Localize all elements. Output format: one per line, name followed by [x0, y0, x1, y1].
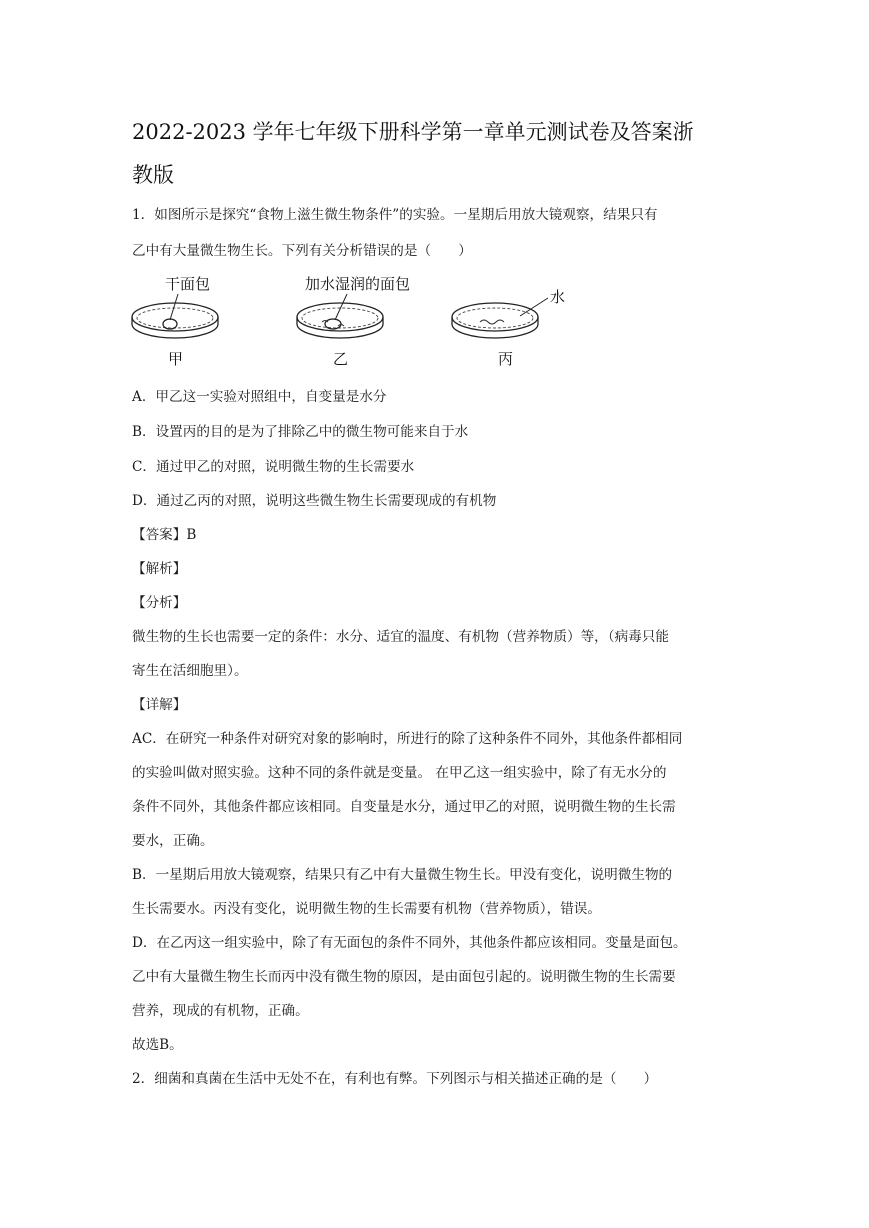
q1-fenxi-line-2: 寄生在活细胞里）。	[132, 663, 248, 679]
q1-conclusion: 故选B。	[132, 1037, 183, 1053]
dish-jia	[132, 275, 218, 368]
dish-yi-label: 加水湿润的面包	[305, 275, 411, 293]
q1-ac-line-3: 条件不同外，其他条件都应该相同。自变量是水分，通过甲乙的对照，说明微生物的生长需	[132, 799, 676, 815]
dish-bing-caption: 丙	[498, 350, 514, 368]
dish-jia-label: 干面包	[165, 275, 211, 293]
q1-fenxi-heading: 【分析】	[132, 595, 187, 611]
q2-stem: 2．细菌和真菌在生活中无处不在，有利也有弊。下列图示与相关描述正确的是（ ）	[132, 1071, 658, 1087]
dish-bing-label: 水	[550, 288, 566, 306]
title-line-2: 教版	[132, 163, 174, 187]
q1-fenxi-line-1: 微生物的生长也需要一定的条件：水分、适宜的温度、有机物（营养物质）等，（病毒只能	[132, 629, 669, 645]
q1-option-c: C．通过甲乙的对照，说明微生物的生长需要水	[132, 459, 415, 475]
q1-d-line-2: 乙中有大量微生物生长而丙中没有微生物的原因，是由面包引起的。说明微生物的生长需要	[132, 969, 676, 985]
q1-b-line-1: B．一星期后用放大镜观察，结果只有乙中有大量微生物生长。甲没有变化，说明微生物的	[132, 867, 673, 883]
dish-jia-caption: 甲	[168, 350, 184, 368]
q1-option-b: B．设置丙的目的是为了排除乙中的微生物可能来自于水	[132, 424, 469, 440]
q1-option-d: D．通过乙丙的对照，说明这些微生物生长需要现成的有机物	[132, 493, 497, 509]
q1-d-line-3: 营养，现成的有机物，正确。	[132, 1003, 309, 1019]
document-title	[132, 111, 762, 197]
q1-analysis-heading: 【解析】	[132, 561, 187, 577]
q1-stem-line-2: 乙中有大量微生物生长。下列有关分析错误的是（ ）	[132, 243, 472, 259]
q1-b-line-2: 生长需要水。丙没有变化，说明微生物的生长需要有机物（营养物质），错误。	[132, 901, 601, 917]
dish-yi	[297, 275, 410, 368]
q1-ac-line-2: 的实验叫做对照实验。这种不同的条件就是变量。 在甲乙这一组实验中，除了有无水分的	[132, 765, 667, 781]
q1-stem-line-1: 1．如图所示是探究“食物上滋生微生物条件”的实验。一星期后用放大镜观察，结果只有	[132, 207, 658, 223]
q1-detail-heading: 【详解】	[132, 697, 187, 713]
q1-ac-line-4: 要水，正确。	[132, 833, 214, 849]
dish-yi-caption: 乙	[333, 350, 349, 368]
q1-ac-line-1: AC．在研究一种条件对研究对象的影响时，所进行的除了这种条件不同外，其他条件都相同	[132, 731, 683, 747]
q1-d-line-1: D．在乙丙这一组实验中，除了有无面包的条件不同外，其他条件都应该相同。变量是面包。	[132, 935, 687, 951]
q1-answer: 【答案】B	[132, 527, 197, 543]
petri-dish-figure	[130, 272, 580, 372]
title-line-1: 2022-2023 学年七年级下册科学第一章单元测试卷及答案浙	[132, 120, 694, 144]
dish-bing	[452, 288, 565, 368]
q1-option-a: A．甲乙这一实验对照组中，自变量是水分	[132, 389, 387, 405]
